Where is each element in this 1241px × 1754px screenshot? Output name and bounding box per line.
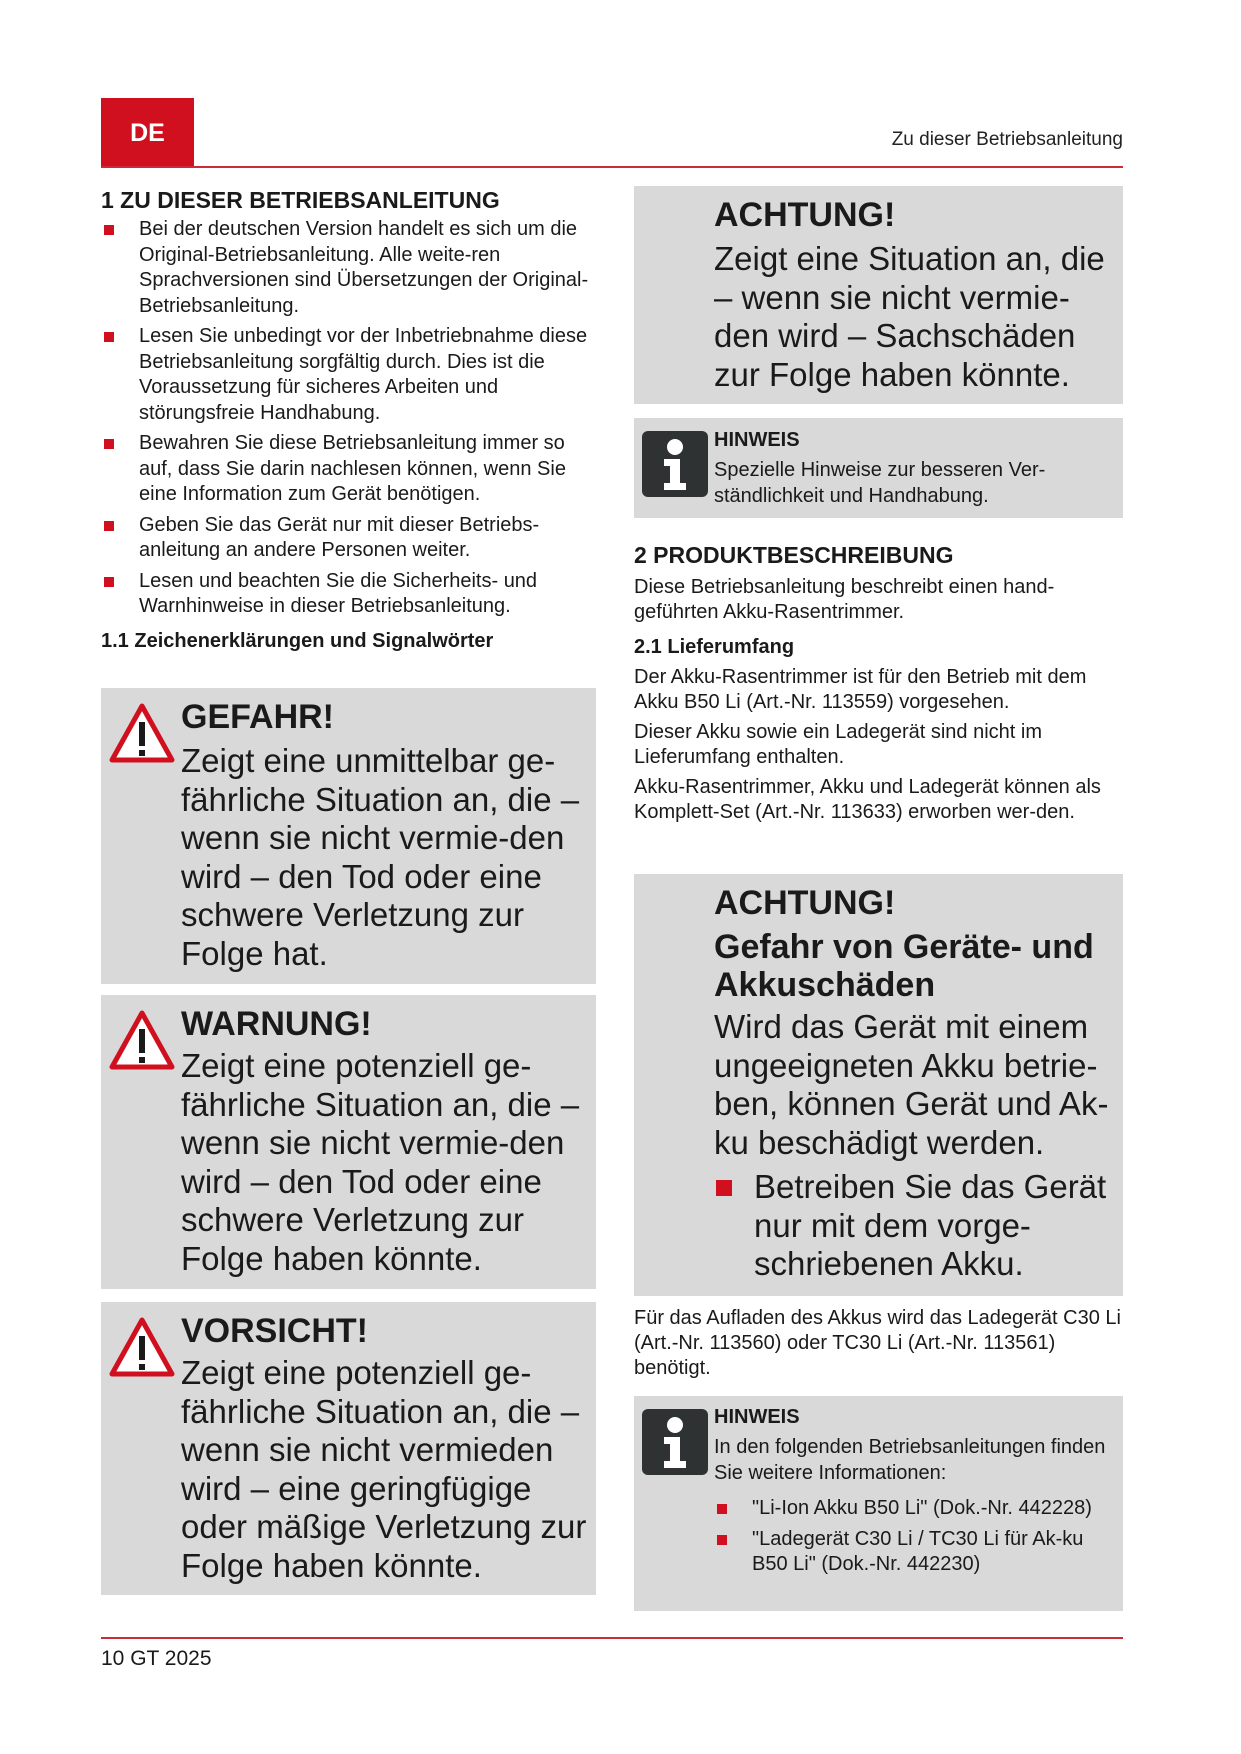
- notice-box: [634, 186, 1123, 404]
- list-item: Lesen und beachten Sie die Sicherheits- und Warnhinweise in dieser Betriebsanleitung.: [101, 569, 596, 620]
- caution-text: Zeigt eine potenziell ge-fährliche Situation an, die – wenn sie nicht vermieden wird – eine geringfügige oder mäßige Verletzung zur Folge haben könnte.: [181, 1354, 587, 1584]
- info-icon: [642, 1409, 708, 1475]
- info-icon: [642, 431, 708, 497]
- section-1-heading: 1 ZU DIESER BETRIEBSANLEITUNG: [101, 187, 500, 213]
- warning-text: Zeigt eine potenziell ge-fährliche Situation an, die – wenn sie nicht vermie-den wird – den Tod oder eine schwere Verletzung zur Folge haben könnte.: [181, 1047, 580, 1277]
- page-footer: 10 GT 2025: [101, 1647, 212, 1670]
- bullet-square-icon: [716, 1180, 732, 1196]
- caution-box: [101, 1302, 596, 1595]
- hint-title: HINWEIS: [714, 429, 800, 451]
- hint-box-documents: [634, 1396, 1123, 1611]
- danger-text: Zeigt eine unmittelbar ge-fährliche Situation an, die – wenn sie nicht vermie-den wird – den Tod oder eine schwere Verletzung zur Folge hat.: [181, 742, 580, 972]
- notice-text: Zeigt eine Situation an, die – wenn sie nicht vermie-den wird – Sachschäden zur Folge haben könnte.: [714, 240, 1105, 393]
- left-column: [101, 186, 596, 654]
- notice-text: Wird das Gerät mit einem ungeeigneten Akku betrie-ben, können Gerät und Ak-ku beschädigt werden.: [714, 1008, 1109, 1161]
- notice-bullet: Betreiben Sie das Gerät nur mit dem vorge-schriebenen Akku.: [714, 1168, 1119, 1284]
- notice-title: ACHTUNG!: [714, 196, 896, 234]
- bullet-square-icon: [104, 332, 114, 342]
- hint-text: In den folgenden Betriebsanleitungen finden Sie weitere Informationen:: [714, 1436, 1106, 1484]
- section-2-heading: 2 PRODUKTBESCHREIBUNG: [634, 542, 954, 568]
- list-item: Bewahren Sie diese Betriebsanleitung immer so auf, dass Sie darin nachlesen können, wenn Sie eine Information zum Gerät benötigen.: [101, 431, 596, 508]
- danger-title: GEFAHR!: [181, 698, 334, 736]
- hint-box: [634, 418, 1123, 518]
- paragraph: Dieser Akku sowie ein Ladegerät sind nicht im Lieferumfang enthalten.: [634, 721, 1042, 768]
- bullet-square-icon: [104, 225, 114, 235]
- bullet-square-icon: [104, 521, 114, 531]
- list-item: "Ladegerät C30 Li / TC30 Li für Ak-ku B50 Li" (Dok.-Nr. 442230): [714, 1527, 1114, 1578]
- warning-triangle-icon: [109, 702, 175, 764]
- bullet-square-icon: [717, 1504, 727, 1514]
- notice-box-battery: [634, 874, 1123, 1296]
- section-1-1-heading: 1.1 Zeichenerklärungen und Signalwörter: [101, 629, 494, 652]
- notice-title: ACHTUNG!: [714, 884, 896, 922]
- header-title: Zu dieser Betriebsanleitung: [891, 129, 1123, 150]
- notice-subtitle: Gefahr von Geräte- und Akkuschäden: [714, 928, 1094, 1004]
- section-2-intro: Diese Betriebsanleitung beschreibt einen hand-geführten Akku-Rasentrimmer.: [634, 576, 1055, 623]
- warning-triangle-icon: [109, 1316, 175, 1378]
- bullet-square-icon: [717, 1535, 727, 1545]
- section-2: [634, 541, 1127, 825]
- section-1-bullets: [101, 217, 596, 620]
- paragraph: Akku-Rasentrimmer, Akku und Ladegerät können als Komplett-Set (Art.-Nr. 113633) erworben wer-den.: [634, 776, 1101, 823]
- header-rule: [101, 166, 1123, 168]
- danger-box: [101, 688, 596, 984]
- language-tab: DE: [101, 98, 194, 168]
- list-item: Lesen Sie unbedingt vor der Inbetriebnahme diese Betriebsanleitung sorgfältig durch. Dies ist die Voraussetzung für sicheres Arbeiten und störungsfreie Handhabung.: [101, 324, 596, 426]
- list-item: Geben Sie das Gerät nur mit dieser Betriebs-anleitung an andere Personen weiter.: [101, 513, 596, 564]
- warning-triangle-icon: [109, 1009, 175, 1071]
- bullet-square-icon: [104, 577, 114, 587]
- list-item: Bei der deutschen Version handelt es sich um die Original-Betriebsanleitung. Alle weite-ren Sprachversionen sind Übersetzungen der Original-Betriebsanleitung.: [101, 217, 596, 319]
- document-list: [714, 1496, 1114, 1578]
- warning-box: [101, 995, 596, 1289]
- charger-paragraph: [634, 1306, 1127, 1381]
- paragraph: Der Akku-Rasentrimmer ist für den Betrieb mit dem Akku B50 Li (Art.-Nr. 113559) vorgesehen.: [634, 666, 1087, 713]
- caution-title: VORSICHT!: [181, 1312, 368, 1350]
- footer-rule: [101, 1637, 1123, 1639]
- warning-title: WARNUNG!: [181, 1005, 372, 1043]
- hint-title: HINWEIS: [714, 1406, 800, 1428]
- section-2-1-heading: 2.1 Lieferumfang: [634, 636, 795, 658]
- paragraph: Für das Aufladen des Akkus wird das Ladegerät C30 Li (Art.-Nr. 113560) oder TC30 Li (Art.-Nr. 113561) benötigt.: [634, 1307, 1121, 1379]
- list-item: "Li-Ion Akku B50 Li" (Dok.-Nr. 442228): [714, 1496, 1114, 1522]
- hint-text: Spezielle Hinweise zur besseren Ver-ständlichkeit und Handhabung.: [714, 459, 1046, 507]
- bullet-square-icon: [104, 439, 114, 449]
